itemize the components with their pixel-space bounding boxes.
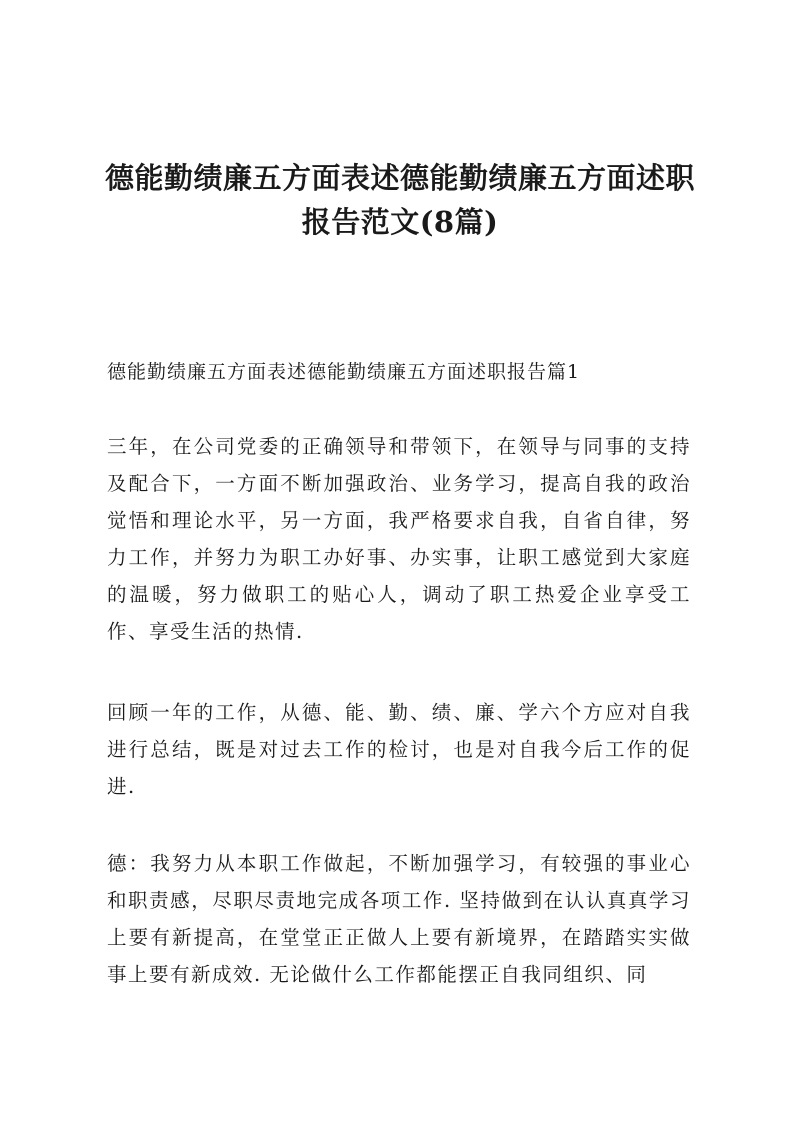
section-heading: 德能勤绩廉五方面表述德能勤绩廉五方面述职报告篇1: [107, 361, 581, 383]
paragraph-intro: 三年，在公司党委的正确领导和带领下，在领导与同事的支持及配合下，一方面不断加强政治、业务学习，提高自我的政治觉悟和理论水平，另一方面，我严格要求自我，自省自律，努力工作，并努力为职工办好事、办实事，让职工感觉到大家庭的温暖，努力做职工的贴心人，调动了职工热爱企业享受工作、享受生活的热情.: [107, 435, 691, 643]
paragraph-review: 回顾一年的工作，从德、能、勤、绩、廉、学六个方应对自我进行总结，既是对过去工作的检讨，也是对自我今后工作的促进.: [107, 701, 691, 798]
paragraph-virtue: 德：我努力从本职工作做起，不断加强学习，有较强的事业心和职责感，尽职尽责地完成各项工作. 坚持做到在认认真真学习上要有新提高，在堂堂正正做人上要有新境界，在踏踏实实做事上要有新成效. 无论做什么工作都能摆正自我同组织、同: [107, 852, 691, 986]
document-title: 德能勤绩廉五方面表述德能勤绩廉五方面述职报告范文(8篇): [104, 161, 695, 239]
